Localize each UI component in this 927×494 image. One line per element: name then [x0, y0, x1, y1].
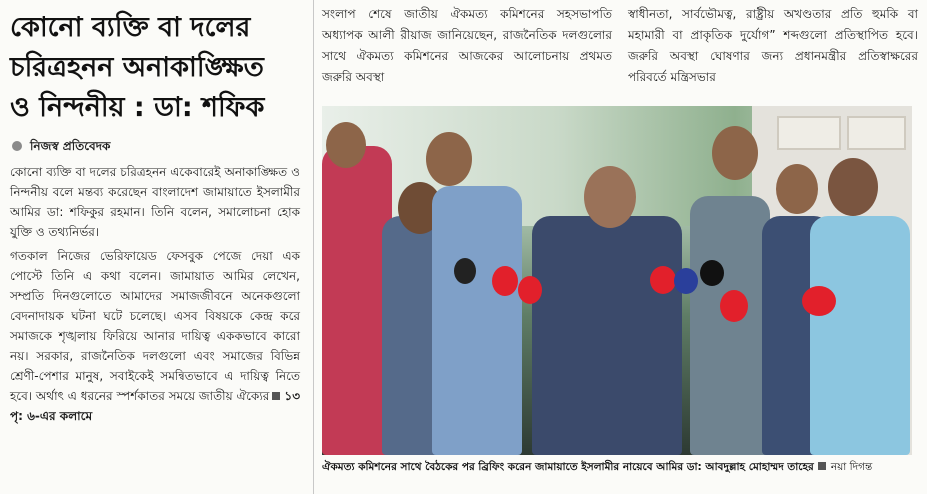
photo-sign — [777, 116, 841, 150]
photo-person-head — [584, 166, 636, 228]
photo-person-head — [712, 126, 758, 180]
microphone-icon — [492, 266, 518, 296]
byline — [12, 138, 110, 158]
photo-person-head — [426, 132, 472, 186]
byline-text: নিজস্ব প্রতিবেদক — [30, 139, 111, 153]
photo-credit: নয়া দিগন্ত — [830, 461, 873, 473]
article-body-right-top: স্বাধীনতা, সার্বভৌমত্ব, রাষ্ট্রীয় অখণ্ডতার প্রতি হুমকি বা মহামারী বা প্রাকৃতিক দুর্যোগ” শব্দগুলো প্রতিস্থাপিত হবে। জরুরি অবস্থা ঘোষণার জন্য প্রধানমন্ত্রীর প্রতিস্বাক্ষরের পরিবর্তে মন্ত্রিসভার — [628, 7, 918, 84]
photo-caption-text: ঐকমত্য কমিশনের সাথে বৈঠকের পর ব্রিফিং করেন জামায়াতে ইসলামীর নায়েবে আমির ডা: আবদুল্লাহ মোহাম্মদ তাহের — [322, 461, 814, 473]
news-photo — [322, 106, 912, 455]
headline-speaker: ডা: শফিক — [154, 92, 265, 123]
microphone-icon — [802, 286, 836, 316]
article-body-middle-top: সংলাপ শেষে জাতীয় ঐকমত্য কমিশনের সহসভাপতি অধ্যাপক আলী রীয়াজ জানিয়েছেন, রাজনৈতিক দলগুলোর সাথে ঐকমত্য কমিশনের আজকের আলোচনায় প্রথমত জরুরি অবস্থা — [322, 7, 612, 84]
paragraph-2 — [10, 246, 300, 426]
photo-sign — [847, 116, 906, 150]
photo-person-head — [828, 158, 878, 216]
paragraph-2-text: গতকাল নিজের ভেরিফায়েড ফেসবুক পেজে দেয়া এক পোস্টে তিনি এ কথা বলেন। জামায়াত আমির লেখেন, সম্প্রতি দিনগুলোতে আমাদের সমাজজীবনে অনেকগুলো বেদনাদায়ক ঘটনা ঘটে চলেছে। এসব বিষয়কে কেন্দ্র করে সমাজকে শৃঙ্খলায় ফিরিয়ে আনার দায়িত্ব এককভাবে কারো নয়। সরকার, রাজনৈতিক দলগুলো এবং সমাজের বিভিন্ন শ্রেণী-পেশার মানুষ, সবাইকেই সমন্বিতভাবে এ দায়িত্ব নিতে হবে। অর্থাৎ এ ধরনের স্পর্শকাতর সময়ে জাতীয় ঐক্যের — [10, 249, 300, 403]
jump-marker-icon — [272, 392, 280, 400]
headline-line-1: কোনো ব্যক্তি বা দলের — [10, 12, 251, 43]
photo-person-head — [326, 122, 366, 168]
column-divider — [313, 0, 314, 494]
microphone-icon — [700, 260, 724, 286]
microphone-icon — [650, 266, 676, 294]
bullet-icon — [12, 141, 22, 151]
photo-caption — [322, 460, 912, 477]
microphone-icon — [720, 290, 748, 322]
paragraph-1: কোনো ব্যক্তি বা দলের চরিত্রহনন একেবারেই অনাকাঙ্ক্ষিত ও নিন্দনীয় বলে মন্তব্য করেছেন বাংলাদেশ জামায়াতে ইসলামীর আমির ডা: শফিকুর রহমান। তিনি বলেন, সমালোচনা হোক যুক্তি ও তথ্যনির্ভর। — [10, 165, 300, 239]
photo-person — [432, 186, 522, 455]
headline-line-3: ও নিন্দনীয় : — [10, 92, 155, 123]
jump-reference: ১৩ পৃ: ৬-এর কলামে — [10, 389, 300, 423]
photo-person-head — [776, 164, 818, 214]
photo-person-speaker — [532, 216, 682, 455]
photo-person — [690, 196, 770, 455]
headline-line-2: চরিত্রহনন অনাকাঙ্ক্ষিত — [10, 52, 264, 83]
article-body-left — [10, 162, 300, 430]
microphone-icon — [674, 268, 698, 294]
photo-person — [810, 216, 910, 455]
headline — [10, 8, 300, 128]
microphone-icon — [518, 276, 542, 304]
caption-separator-icon — [818, 462, 826, 470]
microphone-icon — [454, 258, 476, 284]
